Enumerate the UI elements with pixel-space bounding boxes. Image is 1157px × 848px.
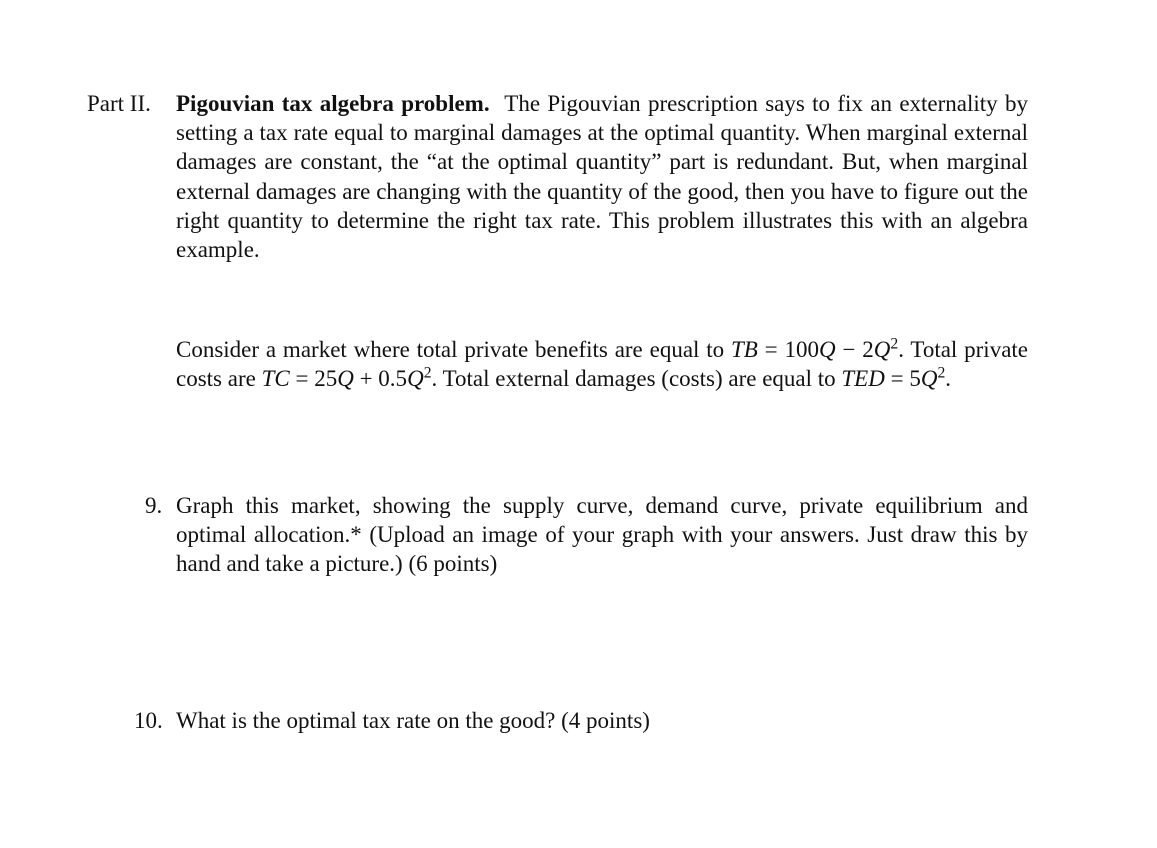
part-intro-text: The Pigouvian prescription says to fix an externality by setting a tax rate equal to marginal damages at the optimal quantity. When marginal external damages are constant, the “at the optimal quantity” part is redundant. But, when marginal external damages are changing with the quantity of the good, then you have to figure out the right quantity to determine the right tax rate. This problem illustrates this with an algebra example.: [176, 91, 1029, 263]
question-10-text: What is the optimal tax rate on the good? (4 points): [176, 708, 650, 733]
part-label: Part II.: [87, 91, 151, 116]
tc-q2: Q: [407, 366, 424, 392]
tb-variable: TB: [730, 337, 758, 362]
tb-q1: Q: [818, 337, 836, 362]
tc-plus: + 0.5: [353, 366, 408, 392]
market-setup-paragraph: [176, 335, 1028, 393]
tb-minus: − 2: [835, 337, 874, 362]
question-9-text: Graph this market, showing the supply curve, demand curve, private equilibrium and optimal allocation.* (Upload an image of your graph with your answers. Just draw this by hand and take a picture.) (6 points): [176, 493, 1028, 577]
ted-exponent: 2: [937, 364, 946, 382]
tb-q2: Q: [873, 337, 891, 362]
tc-q1: Q: [337, 366, 354, 392]
question-9-number: 9.: [145, 493, 163, 518]
ted-eq: = 5: [884, 366, 921, 392]
tb-exponent: 2: [890, 335, 899, 353]
part-intro-paragraph: [176, 89, 1028, 264]
after-tb: . Total private costs are: [176, 337, 1028, 392]
tb-eq: = 100: [757, 337, 819, 362]
setup-end: .: [945, 366, 952, 392]
tc-variable: TC: [261, 366, 290, 392]
setup-lead: Consider a market where total private benefits are equal to: [176, 337, 725, 362]
tc-exponent: 2: [423, 364, 432, 382]
after-tc: . Total external damages (costs) are equal to: [431, 366, 836, 392]
part-heading: Pigouvian tax algebra problem.: [176, 91, 490, 116]
tc-eq: = 25: [289, 366, 338, 392]
ted-q: Q: [920, 366, 938, 392]
question-10-number: 10.: [134, 708, 163, 733]
ted-variable: TED: [841, 366, 885, 392]
